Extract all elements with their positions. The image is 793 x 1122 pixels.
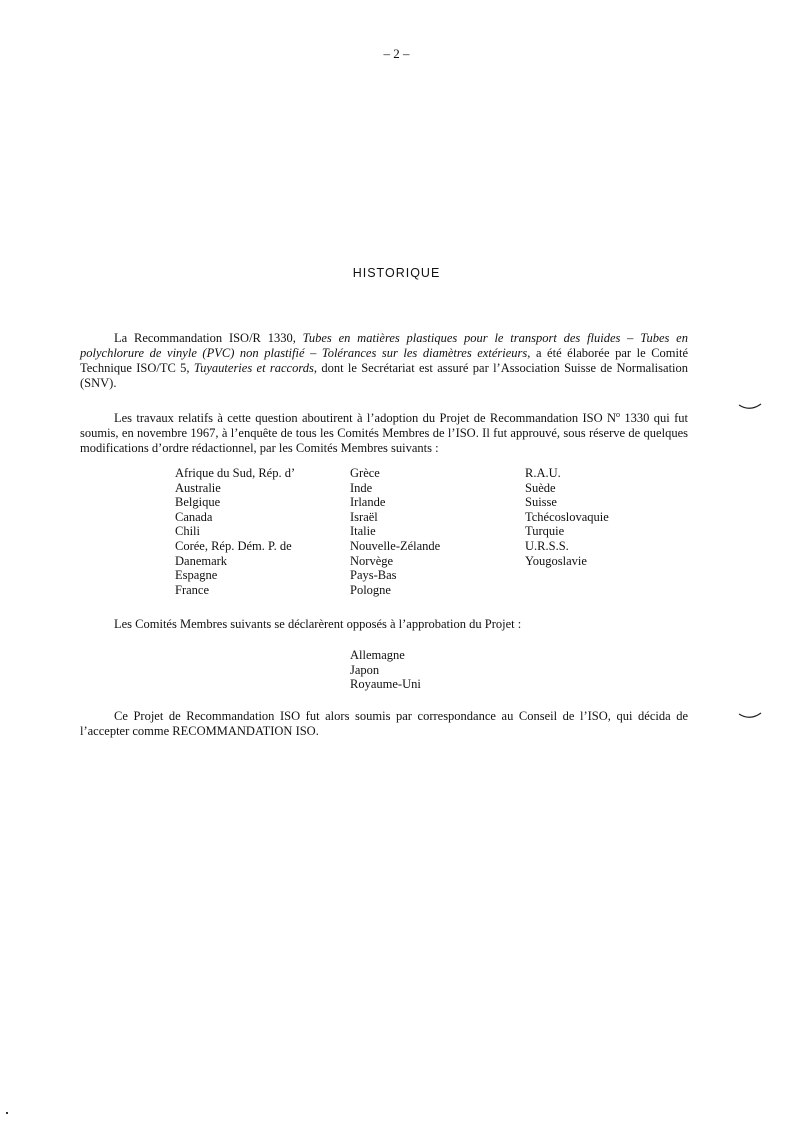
opposing-country: Royaume-Uni xyxy=(350,677,421,692)
member-country: Israël xyxy=(350,509,378,524)
para1-text-3: , dont le Secrétariat est assuré par l’Association Suisse de Normalisation (SNV). xyxy=(80,361,689,390)
scan-dot xyxy=(6,1112,8,1114)
para2-text-1: Les travaux relatifs à cette question aboutirent à l’adoption du Projet de Recommandation ISO N xyxy=(114,411,617,426)
para4-text: Ce Projet de Recommandation ISO fut alors soumis par correspondance au Conseil de l’ISO, qui décida de l’accepter comme RECOMMANDATION ISO. xyxy=(80,709,688,738)
para2-text-2: 1330 qui fut soumis, en novembre 1967, à l’enquête de tous les Comités Membres de l’ISO. Il fut approuvé, sous réserve de quelques modifications d’ordre rédactionnel, par les Comités Membres suivants : xyxy=(80,411,689,456)
member-country: France xyxy=(175,582,210,597)
page-number: – 2 – xyxy=(383,46,410,61)
member-country: Suisse xyxy=(525,495,557,510)
history-paragraph-4 xyxy=(80,709,688,739)
member-country: Italie xyxy=(350,524,376,539)
member-country: Grèce xyxy=(350,466,380,480)
member-country: Danemark xyxy=(175,553,228,568)
page-title: HISTORIQUE xyxy=(352,266,441,280)
member-country: Australie xyxy=(175,480,221,495)
opposing-members-list xyxy=(350,648,421,692)
approving-members-column-3 xyxy=(525,466,609,568)
number-superscript: o xyxy=(616,410,621,419)
member-country: Belgique xyxy=(175,495,221,510)
recommendation-title: Tubes en matières plastiques pour le transport des fluides – Tubes en polychlorure de vinyle (PVC) non plastifié – Tolérances sur les diamètres extérieurs xyxy=(80,331,688,360)
member-country: Norvège xyxy=(350,553,394,568)
history-paragraph-1 xyxy=(80,331,688,391)
member-country: Irlande xyxy=(350,495,386,510)
member-country: Corée, Rép. Dém. P. de xyxy=(175,538,292,553)
member-country: Chili xyxy=(175,524,201,539)
member-country: Turquie xyxy=(525,524,565,539)
member-country: Canada xyxy=(175,509,213,524)
member-country: Pays-Bas xyxy=(350,568,397,583)
member-country: Inde xyxy=(350,480,373,495)
para3-text: Les Comités Membres suivants se déclarèrent opposés à l’approbation du Projet : xyxy=(114,617,522,631)
para1-text-1: La Recommandation ISO/R 1330, xyxy=(114,331,303,345)
approving-members-column-1 xyxy=(175,466,295,597)
member-country: Yougoslavie xyxy=(525,553,587,568)
history-paragraph-2 xyxy=(80,407,688,456)
member-country: U.R.S.S. xyxy=(525,538,569,553)
approving-members-column-2 xyxy=(350,466,440,597)
margin-change-mark xyxy=(738,402,762,412)
member-country: Tchécoslovaquie xyxy=(525,509,609,524)
member-country: Afrique du Sud, Rép. d’ xyxy=(175,466,296,480)
para1-text-2: , a été élaborée par le Comité Technique ISO/TC 5, xyxy=(80,346,688,375)
committee-title: Tuyauteries et raccords xyxy=(193,361,314,375)
opposing-country: Allemagne xyxy=(350,648,405,662)
member-country: Nouvelle-Zélande xyxy=(350,538,441,553)
member-country: Espagne xyxy=(175,568,218,583)
member-country: Suède xyxy=(525,480,556,495)
member-country: R.A.U. xyxy=(525,466,561,480)
margin-change-mark xyxy=(738,711,762,721)
history-paragraph-3 xyxy=(80,617,688,632)
opposing-country: Japon xyxy=(350,662,380,677)
member-country: Pologne xyxy=(350,582,391,597)
